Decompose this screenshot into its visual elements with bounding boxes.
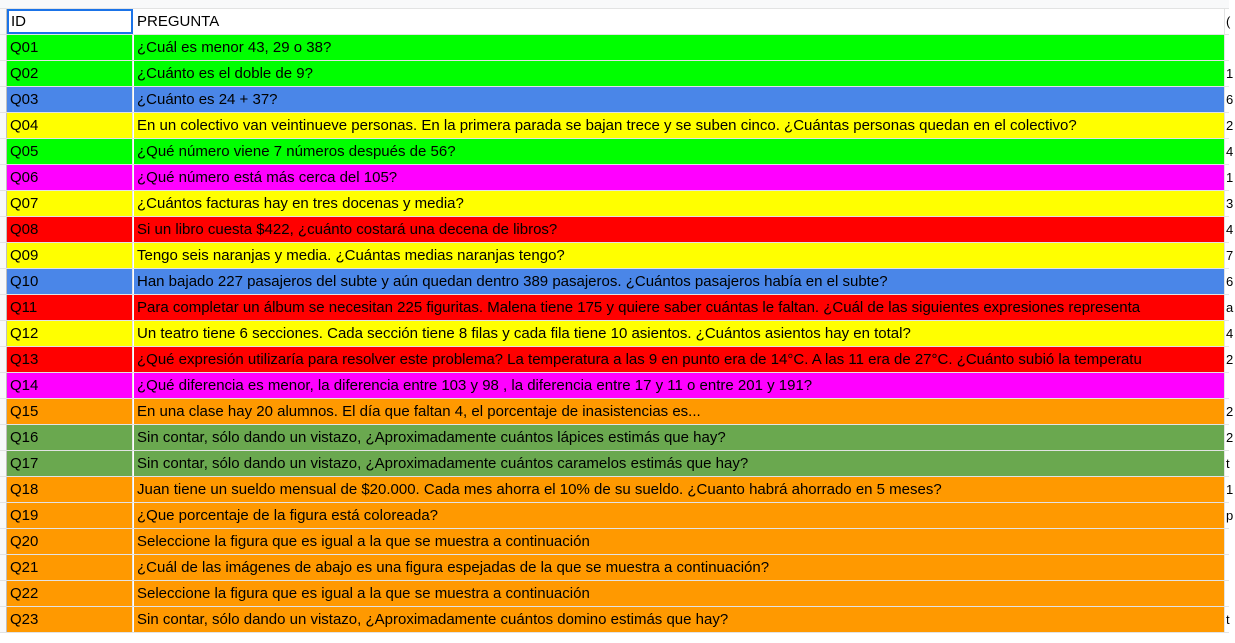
cell-id[interactable]: Q16 bbox=[7, 425, 133, 450]
cell-pregunta[interactable]: ¿Cuántos facturas hay en tres docenas y media? bbox=[134, 191, 1225, 216]
cell-id[interactable]: Q20 bbox=[7, 529, 133, 554]
cell-next-column[interactable]: t bbox=[1226, 612, 1230, 627]
cell-id[interactable]: Q17 bbox=[7, 451, 133, 476]
row-header[interactable] bbox=[0, 581, 7, 606]
row-header[interactable] bbox=[0, 165, 7, 190]
row-header[interactable] bbox=[0, 191, 7, 216]
header-cell-next-column[interactable]: ( bbox=[1225, 9, 1235, 34]
cell-pregunta[interactable]: Sin contar, sólo dando un vistazo, ¿Aproximadamente cuántos lápices estimás que hay? bbox=[134, 425, 1225, 450]
cell-pregunta[interactable]: ¿Qué número viene 7 números después de 56? bbox=[134, 139, 1225, 164]
table-row bbox=[0, 425, 1234, 451]
sheet-grid bbox=[0, 9, 1234, 633]
cell-next-column[interactable]: p bbox=[1226, 508, 1234, 523]
row-header[interactable] bbox=[0, 399, 7, 424]
cell-id[interactable]: Q07 bbox=[7, 191, 133, 216]
header-cell-id[interactable]: ID bbox=[7, 9, 133, 34]
cell-pregunta[interactable]: Juan tiene un sueldo mensual de $20.000. Cada mes ahorra el 10% de su sueldo. ¿Cuanto habrá ahorrado en 5 meses? bbox=[134, 477, 1225, 502]
cell-pregunta[interactable]: Sin contar, sólo dando un vistazo, ¿Aproximadamente cuántos domino estimás que hay? bbox=[134, 607, 1225, 632]
cell-next-column[interactable] bbox=[1225, 581, 1235, 606]
cell-next-column[interactable]: 2 bbox=[1226, 118, 1234, 133]
cell-pregunta[interactable]: ¿Qué expresión utilizaría para resolver este problema? La temperatura a las 9 en punto era de 14°C. A las 11 era de 27°C. ¿Cuánto subió la temperatu bbox=[134, 347, 1225, 372]
cell-next-column[interactable] bbox=[1225, 529, 1235, 554]
cell-next-column[interactable]: 4 bbox=[1226, 326, 1234, 341]
table-row bbox=[0, 87, 1234, 113]
cell-id[interactable]: Q15 bbox=[7, 399, 133, 424]
cell-id[interactable]: Q23 bbox=[7, 607, 133, 632]
column-header-strip bbox=[0, 0, 1229, 9]
row-header[interactable] bbox=[0, 529, 7, 554]
cell-next-column[interactable]: 4 bbox=[1226, 222, 1234, 237]
row-header[interactable] bbox=[0, 503, 7, 528]
cell-pregunta[interactable]: ¿Cuánto es el doble de 9? bbox=[134, 61, 1225, 86]
table-row bbox=[0, 321, 1234, 347]
table-row bbox=[0, 581, 1229, 607]
cell-next-column[interactable] bbox=[1225, 373, 1235, 398]
row-header[interactable] bbox=[0, 243, 7, 268]
cell-next-column[interactable]: 3 bbox=[1226, 196, 1234, 211]
row-header[interactable] bbox=[0, 139, 7, 164]
row-header[interactable] bbox=[0, 347, 7, 372]
cell-pregunta[interactable]: ¿Cuánto es 24 + 37? bbox=[134, 87, 1225, 112]
cell-id[interactable]: Q10 bbox=[7, 269, 133, 294]
table-row bbox=[0, 295, 1234, 321]
row-header[interactable] bbox=[0, 61, 7, 86]
cell-next-column[interactable]: a bbox=[1226, 300, 1234, 315]
table-row bbox=[0, 217, 1234, 243]
cell-pregunta[interactable]: ¿Cuál de las imágenes de abajo es una figura espejadas de la que se muestra a continuación? bbox=[134, 555, 1225, 580]
header-row bbox=[0, 9, 1229, 35]
cell-id[interactable]: Q03 bbox=[7, 87, 133, 112]
cell-id[interactable]: Q14 bbox=[7, 373, 133, 398]
cell-next-column[interactable]: 1 bbox=[1226, 170, 1234, 185]
table-row bbox=[0, 555, 1229, 581]
cell-id[interactable]: Q18 bbox=[7, 477, 133, 502]
row-header[interactable] bbox=[0, 607, 7, 632]
cell-pregunta[interactable]: ¿Que porcentaje de la figura está coloreada? bbox=[134, 503, 1225, 528]
header-cell-pregunta[interactable]: PREGUNTA bbox=[134, 9, 1225, 34]
cell-id[interactable]: Q04 bbox=[7, 113, 133, 138]
cell-next-column[interactable]: 6 bbox=[1226, 92, 1234, 107]
table-row bbox=[0, 139, 1234, 165]
row-header[interactable] bbox=[0, 35, 7, 60]
row-header[interactable] bbox=[0, 9, 7, 34]
cell-next-column[interactable]: 7 bbox=[1226, 248, 1234, 263]
cell-pregunta[interactable]: Tengo seis naranjas y media. ¿Cuántas medias naranjas tengo? bbox=[134, 243, 1225, 268]
cell-pregunta[interactable]: ¿Qué diferencia es menor, la diferencia entre 103 y 98 , la diferencia entre 17 y 11 o entre 201 y 191? bbox=[134, 373, 1225, 398]
table-row bbox=[0, 373, 1229, 399]
table-row bbox=[0, 399, 1234, 425]
row-header[interactable] bbox=[0, 321, 7, 346]
cell-next-column[interactable]: 4 bbox=[1226, 144, 1234, 159]
cell-pregunta[interactable]: Seleccione la figura que es igual a la que se muestra a continuación bbox=[134, 581, 1225, 606]
cell-id[interactable]: Q11 bbox=[7, 295, 133, 320]
table-row bbox=[0, 451, 1229, 477]
cell-id[interactable]: Q21 bbox=[7, 555, 133, 580]
cell-pregunta[interactable]: Han bajado 227 pasajeros del subte y aún quedan dentro 389 pasajeros. ¿Cuántos pasajeros había en el subte? bbox=[134, 269, 1225, 294]
table-row bbox=[0, 35, 1229, 61]
row-header[interactable] bbox=[0, 87, 7, 112]
table-row bbox=[0, 529, 1229, 555]
cell-pregunta[interactable]: Para completar un álbum se necesitan 225 figuritas. Malena tiene 175 y quiere saber cuántas le faltan. ¿Cuál de las siguientes expresiones representa bbox=[134, 295, 1225, 320]
cell-next-column[interactable]: 6 bbox=[1226, 274, 1234, 289]
table-row bbox=[0, 191, 1234, 217]
cell-next-column[interactable]: 1 bbox=[1226, 482, 1234, 497]
table-row bbox=[0, 347, 1234, 373]
table-row bbox=[0, 165, 1234, 191]
table-row bbox=[0, 607, 1229, 633]
table-row bbox=[0, 477, 1234, 503]
cell-pregunta[interactable]: Seleccione la figura que es igual a la que se muestra a continuación bbox=[134, 529, 1225, 554]
cell-pregunta[interactable]: En un colectivo van veintinueve personas. En la primera parada se bajan trece y se suben cinco. ¿Cuántas personas quedan en el colectivo? bbox=[134, 113, 1225, 138]
row-header[interactable] bbox=[0, 113, 7, 138]
table-row bbox=[0, 113, 1234, 139]
cell-id[interactable]: Q19 bbox=[7, 503, 133, 528]
cell-id[interactable]: Q13 bbox=[7, 347, 133, 372]
row-header[interactable] bbox=[0, 269, 7, 294]
row-header[interactable] bbox=[0, 477, 7, 502]
cell-pregunta[interactable]: Sin contar, sólo dando un vistazo, ¿Aproximadamente cuántos caramelos estimás que hay? bbox=[134, 451, 1225, 476]
table-row bbox=[0, 61, 1234, 87]
cell-id[interactable]: Q12 bbox=[7, 321, 133, 346]
table-row bbox=[0, 243, 1234, 269]
cell-next-column[interactable] bbox=[1225, 35, 1235, 60]
cell-pregunta[interactable]: ¿Cuál es menor 43, 29 o 38? bbox=[134, 35, 1225, 60]
cell-pregunta[interactable]: ¿Qué número está más cerca del 105? bbox=[134, 165, 1225, 190]
cell-next-column[interactable] bbox=[1225, 555, 1235, 580]
cell-id[interactable]: Q09 bbox=[7, 243, 133, 268]
cell-pregunta[interactable]: En una clase hay 20 alumnos. El día que faltan 4, el porcentaje de inasistencias es... bbox=[134, 399, 1225, 424]
cell-next-column[interactable]: t bbox=[1226, 456, 1230, 471]
row-header[interactable] bbox=[0, 451, 7, 476]
cell-id[interactable]: Q08 bbox=[7, 217, 133, 242]
row-header[interactable] bbox=[0, 425, 7, 450]
table-row bbox=[0, 269, 1234, 295]
cell-next-column[interactable]: 2 bbox=[1226, 430, 1234, 445]
cell-id[interactable]: Q05 bbox=[7, 139, 133, 164]
cell-id[interactable]: Q01 bbox=[7, 35, 133, 60]
cell-next-column[interactable]: 2 bbox=[1226, 404, 1234, 419]
cell-next-column[interactable]: 2 bbox=[1226, 352, 1234, 367]
cell-id[interactable]: Q02 bbox=[7, 61, 133, 86]
table-row bbox=[0, 503, 1234, 529]
row-header[interactable] bbox=[0, 555, 7, 580]
cell-pregunta[interactable]: Si un libro cuesta $422, ¿cuánto costará una decena de libros? bbox=[134, 217, 1225, 242]
row-header[interactable] bbox=[0, 295, 7, 320]
row-header[interactable] bbox=[0, 373, 7, 398]
cell-next-column[interactable]: 1 bbox=[1226, 66, 1234, 81]
cell-id[interactable]: Q06 bbox=[7, 165, 133, 190]
cell-id[interactable]: Q22 bbox=[7, 581, 133, 606]
row-header[interactable] bbox=[0, 217, 7, 242]
cell-pregunta[interactable]: Un teatro tiene 6 secciones. Cada sección tiene 8 filas y cada fila tiene 10 asientos. ¿Cuántos asientos hay en total? bbox=[134, 321, 1225, 346]
